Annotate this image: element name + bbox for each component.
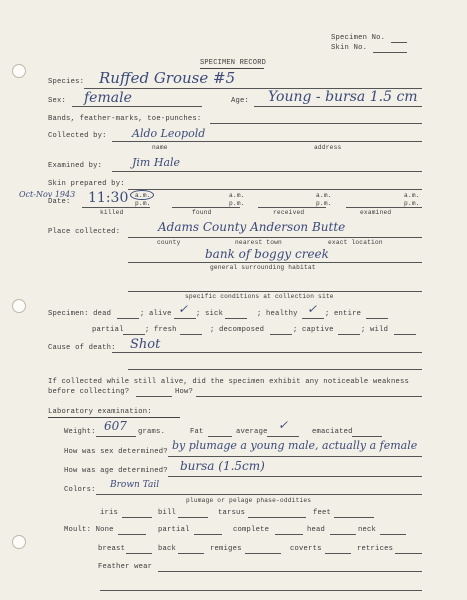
fresh-line (180, 334, 202, 335)
wild-line (394, 334, 416, 335)
moult-breast-line (126, 553, 152, 554)
age-line (254, 106, 422, 107)
moult-retrices-line (395, 553, 422, 554)
moult-coverts-line (325, 553, 351, 554)
iris-label: iris (100, 509, 119, 517)
moult-partial-line (194, 534, 222, 535)
moult-retrices-label: retrices (357, 545, 394, 553)
alive-check: ✓ (178, 302, 189, 316)
collected-alive-answer-line (136, 396, 172, 397)
examined-am: a.m. (404, 192, 420, 199)
moult-none-label: Moult: None (64, 526, 114, 534)
fresh-label: ; fresh (145, 326, 177, 334)
moult-partial-label: partial (158, 526, 190, 534)
punch-hole-bottom (12, 535, 26, 549)
iris-line (122, 517, 152, 518)
received-sublabel: received (273, 209, 305, 216)
bill-label: bill (158, 509, 177, 517)
examined-by-value: Jim Hale (132, 156, 181, 169)
found-am: a.m. (229, 192, 245, 199)
sex-line (72, 106, 202, 107)
punch-hole-middle (12, 299, 26, 313)
age-determined-value: bursa (1.5cm) (180, 459, 265, 473)
collected-alive-how-label: How? (175, 388, 194, 396)
date-time-value: 11:30 (88, 190, 129, 206)
tarsus-label: tarsus (218, 509, 246, 517)
emaciated-label: emaciated (312, 428, 353, 436)
killed-sublabel: killed (100, 209, 124, 216)
specimen-dead-label: Specimen: dead (48, 310, 112, 318)
place-label: Place collected: (48, 228, 121, 236)
moult-back-label: back (158, 545, 177, 553)
sick-label: ; sick (196, 310, 224, 318)
collected-address-sublabel: address (314, 144, 342, 151)
moult-coverts-label: coverts (290, 545, 322, 553)
feather-wear-line (158, 571, 422, 572)
healthy-label: ; healthy (257, 310, 298, 318)
healthy-check: ✓ (307, 302, 318, 316)
sex-determined-label: How was sex determined? (64, 448, 168, 456)
decomposed-line (270, 334, 292, 335)
emaciated-line (352, 436, 382, 437)
fat-label: Fat (190, 428, 204, 436)
fat-line (208, 436, 232, 437)
captive-label: ; captive (293, 326, 334, 334)
page-title: SPECIMEN RECORD (200, 59, 267, 67)
entire-line (366, 318, 388, 319)
found-sublabel: found (192, 209, 212, 216)
collected-alive-how-line (196, 396, 422, 397)
moult-none-line (118, 534, 146, 535)
bottom-line (100, 590, 422, 591)
age-value: Young - bursa 1.5 cm (268, 89, 418, 105)
skin-prepared-line (128, 189, 422, 190)
colors-value: Brown Tail (110, 480, 160, 490)
collected-by-label: Collected by: (48, 132, 107, 140)
weight-value: 607 (104, 419, 127, 433)
sick-line (225, 318, 247, 319)
lab-title: Laboratory examination: (48, 408, 152, 416)
cause-of-death-line (112, 352, 422, 353)
received-am: a.m. (316, 192, 332, 199)
partial-line (123, 334, 145, 335)
examined-by-line (112, 171, 422, 172)
alive-line (174, 318, 196, 319)
tarsus-line (248, 517, 306, 518)
cause-of-death-label: Cause of death: (48, 344, 116, 352)
specimen-no-label: Specimen No. (331, 34, 386, 42)
county-sublabel: county (157, 239, 181, 246)
specimen-no-line (391, 42, 407, 43)
skin-prepared-label: Skin prepared by: (48, 180, 125, 188)
entire-label: ; entire (325, 310, 362, 318)
bands-label: Bands, feather-marks, toe-punches: (48, 115, 202, 123)
partial-label: partial (92, 326, 124, 334)
sex-determined-value: by plumage a young male, actually a female (172, 439, 418, 452)
moult-remiges-line (245, 553, 281, 554)
collected-alive-question-1: If collected while still alive, did the specimen exhibit any noticeable weakness (48, 378, 410, 386)
healthy-line (302, 318, 324, 319)
am-circle (130, 190, 154, 200)
average-check: ✓ (278, 418, 289, 432)
species-value: Ruffed Grouse #5 (99, 69, 236, 87)
bands-line (210, 123, 422, 124)
age-label: Age: (231, 97, 250, 105)
collected-alive-question-2: before collecting? (48, 388, 130, 396)
received-pm: p.m. (316, 200, 332, 207)
cause-of-death-value: Shot (130, 337, 161, 352)
punch-hole-top (12, 64, 26, 78)
examined-by-label: Examined by: (48, 162, 103, 170)
exact-location-sublabel: exact location (328, 239, 383, 246)
moult-complete-line (275, 534, 303, 535)
age-determined-line (168, 476, 422, 477)
cause-of-death-line-2 (128, 369, 422, 370)
average-label: average (236, 428, 268, 436)
collected-name-sublabel: name (152, 144, 168, 151)
feather-wear-label: Feather wear (98, 563, 153, 571)
feet-line (334, 517, 374, 518)
date-margin-note: Oct-Nov 1943 (19, 190, 76, 199)
date-label: Date: (48, 198, 71, 206)
captive-line (338, 334, 360, 335)
weight-line (96, 436, 136, 437)
nearest-town-sublabel: nearest town (235, 239, 282, 246)
killed-am: a.m. (135, 192, 151, 199)
colors-sublabel: plumage or pelage phase-oddities (186, 497, 312, 504)
colors-label: Colors: (64, 486, 96, 494)
habitat-line (128, 262, 422, 263)
lab-title-underline (48, 417, 180, 418)
specific-line (128, 291, 422, 292)
found-pm: p.m. (229, 200, 245, 207)
alive-label: ; alive (140, 310, 172, 318)
decomposed-label: ; decomposed (210, 326, 265, 334)
specific-sublabel: specific conditions at collection site (185, 293, 334, 300)
moult-complete-label: complete (233, 526, 270, 534)
place-value: Adams County Anderson Butte (158, 220, 346, 234)
examined-pm: p.m. (404, 200, 420, 207)
moult-neck-label: neck (358, 526, 377, 534)
wild-label: ; wild (361, 326, 389, 334)
bill-line (178, 517, 208, 518)
moult-back-line (178, 553, 204, 554)
sex-determined-line (168, 456, 422, 457)
sex-label: Sex: (48, 97, 67, 105)
habitat-sublabel: general surrounding habitat (210, 264, 316, 271)
dead-line (117, 318, 139, 319)
collected-by-value: Aldo Leopold (132, 127, 206, 140)
feet-label: feet (313, 509, 332, 517)
weight-label: Weight: (64, 428, 96, 436)
examined-sublabel: examined (360, 209, 392, 216)
moult-remiges-label: remiges (210, 545, 242, 553)
moult-breast-label: breast (98, 545, 126, 553)
colors-line (96, 494, 422, 495)
habitat-value: bank of boggy creek (205, 247, 329, 261)
skin-no-line (373, 52, 407, 53)
average-line (267, 436, 299, 437)
moult-neck-line (380, 534, 406, 535)
species-label: Species: (48, 78, 85, 86)
moult-head-line (330, 534, 356, 535)
age-determined-label: How was age determined? (64, 467, 168, 475)
killed-pm: p.m. (135, 200, 151, 207)
weight-unit: grams. (138, 428, 166, 436)
sex-value: female (84, 90, 132, 106)
moult-head-label: head (307, 526, 326, 534)
collected-by-line (112, 141, 422, 142)
place-line (128, 237, 422, 238)
skin-no-label: Skin No. (331, 44, 368, 52)
